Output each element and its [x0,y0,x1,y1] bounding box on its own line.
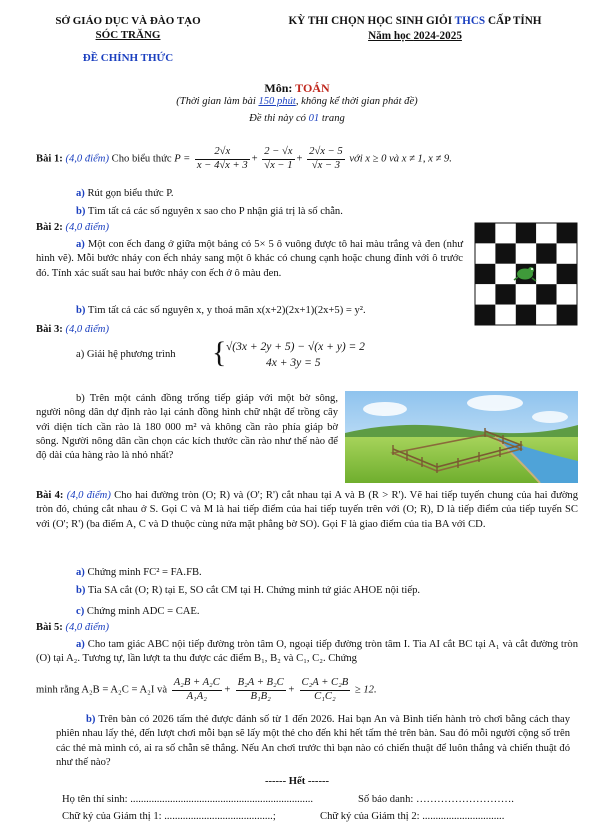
exam-title-block [250,14,580,43]
board-cell [475,223,495,243]
board-cell [516,223,536,243]
fraction-2-num: 2 − √x [262,146,294,160]
problem-1-label: Bài 1: [36,153,63,165]
problem-2b [76,304,576,318]
candidate-name-line: Họ tên thí sinh: ..................................................................... [62,794,314,805]
brace-icon: { [212,336,227,369]
problem-5-points: (4,0 điểm) [65,622,109,633]
department-line2: SÓC TRĂNG [95,29,161,42]
board-cell [557,243,577,263]
subject-label: Môn: [264,81,296,95]
pages-value: 01 [308,113,320,124]
fraction-3 [307,146,345,172]
inequality-intro: minh rằng A₂B = A₂C = A₂I và [36,684,168,696]
subject-line [0,80,594,96]
problem-5b-text: Trên bàn có 2026 tấm thẻ được đánh số từ 1 đến 2026. Hai bạn An và Bình tiến hành trò chơi bằng cách thay phiên nhau lấy thẻ, đến lượt chơi mỗi bạn sẽ lấy một thẻ cho đến khi hết tấm thẻ trên bàn. Sau đó mỗi người cộng số trên các thẻ mà mình có, ai ra số chẵn sẽ thắng. Nếu An chơi trước thì bạn nào có chiến thuật để luôn thắng và chiến thuật đó như thế nào? [56,714,570,768]
board-cell [475,284,495,304]
department-line1: SỞ GIÁO DỤC VÀ ĐÀO TẠO [55,15,201,27]
fraction-1-num: 2√x [195,146,250,160]
school-year [250,29,580,44]
official-label: ĐỀ CHÍNH THỨC [82,51,174,64]
cloud-1 [363,402,407,416]
candidate-number-line: Số báo danh: ………………………. [358,794,514,805]
problem-5b-label: b) [86,714,96,725]
exam-title [250,14,580,29]
problem-4-statement [36,489,578,532]
problem-3b-text: b) Trên một cánh đồng trống tiếp giáp với một bờ sông, người nông dân dự định rào lại cánh đồng hình chữ nhật để trồng cây với diện tích cần rào là 180 000 m² và không cần rào phía giáp bờ sông. Người nông dân cần chọn các kích thước cần rào như thế nào để độ dài của hàng rào là nhỏ nhất? [36,393,338,462]
problem-1-intro: Cho biểu thức [111,153,172,165]
problem-5a-inequality: minh rằng A₂B = A₂C = A₂I và $\frac{\text{A₂B + A₂C}}{\text{A₁A₂}}$ + $\frac{\text{B₂A + B₂C}}{\text{B₁B₂}}$ + $\frac{\text{C₂A + C₂B}}{\text{C₁C₂}}$ ≥ 12. [36,677,377,702]
problem-4c-label: c) [76,606,85,617]
problem-4a-label: a) [76,567,85,578]
problem-3-points: (4,0 điểm) [65,324,109,335]
exam-title-post: CẤP TỈNH [485,15,542,27]
board-cell [557,223,577,243]
end-marker: ------ Hết ------ [264,776,330,787]
board-cell [536,264,556,284]
board-cell [557,264,577,284]
proctor-2-signature: Chữ ký của Giám thị 2: ............................... [320,811,505,822]
time-post: , không kể thời gian phát đề) [295,96,418,107]
proctor-1-signature: Chữ ký của Giám thị 1: .........................................; [62,811,276,822]
board-cell [495,223,515,243]
problem-2-points: (4,0 điểm) [65,222,109,233]
ratio-3-den: C₁C₂ [314,690,336,702]
problem-4-points: (4,0 điểm) [66,490,111,501]
problem-4c [76,605,200,619]
year-value: 2024-2025 [413,29,462,42]
board-cell [536,223,556,243]
problem-3a-label: a) Giải hệ phương trình [76,349,176,360]
problem-2a-label: a) [76,239,85,250]
fraction-3-den: √x − 3 [311,159,341,171]
cloud-2 [467,395,523,411]
problem-2b-text: Tìm tất cả các số nguyên x, y thoả mãn x(x+2)(2x+1)(2x+5) = y². [87,305,366,316]
subject-name: TOÁN [295,81,330,95]
problem-3-heading [36,323,109,337]
board-cell [475,264,495,284]
board-cell [495,264,515,284]
problem-5a-label: a) [76,639,85,650]
problem-2a [36,238,463,281]
problem-1a [76,187,174,201]
ratio-1 [172,677,222,703]
problem-2-label: Bài 2: [36,222,63,233]
board-cell [495,284,515,304]
problem-5b [56,713,570,770]
department-block [28,14,228,65]
fraction-2 [262,146,294,172]
expr-condition: với x ≥ 0 và x ≠ 1, x ≠ 9. [349,153,452,165]
problem-4b-text: Tia SA cắt (O; R) tại E, SO cắt CM tại H. Chứng minh tứ giác AHOE nội tiếp. [87,585,421,596]
problem-4c-text: Chứng minh ADC = CAE. [86,606,200,617]
pages-note [0,112,594,126]
problem-1b-label: b) [76,206,86,217]
fraction-3-num: 2√x − 5 [307,146,345,160]
board-cell [516,284,536,304]
expr-lhs: P = [174,153,191,165]
exam-title-pre: KỲ THI CHỌN HỌC SINH GIỎI [288,15,455,27]
fraction-1-den: x − 4√x + 3 [196,159,248,171]
field-illustration [345,391,578,483]
problem-5-label: Bài 5: [36,622,63,633]
problem-5a-text: Cho tam giác ABC nội tiếp đường tròn tâm O, ngoại tiếp đường tròn tâm I. Tia AI cắt BC tại A₁ và cắt đường tròn (O) tại A₂. Tương tự, lần lượt ta thu được các điểm B₁, B₂ và C₁, C₂. Chứng [36,639,579,665]
equation-1: √(3x + 2y + 5) − √(x + y) = 2 [226,341,365,353]
problem-2b-label: b) [76,305,86,316]
year-label: Năm học [368,29,414,42]
problem-2a-text: Một con ếch đang ở giữa một bảng có 5× 5 ô vuông được tô hai màu trắng và đen (như hình vẽ). Mỗi bước nhảy con ếch nhảy sang một ô khác có chung cạnh hoặc chung đỉnh với ô trước đó. Tính xác suất sau hai bước nhảy con ếch ở ô màu đen. [36,239,463,279]
fraction-1 [195,146,250,172]
problem-4-text: Cho hai đường tròn (O; R) và (O'; R') cắt nhau tại A và B (R > R'). Vẽ hai tiếp tuyến chung của hai đường tròn đó, chúng cắt nhau ở S. Gọi C và M là hai tiếp điểm của hai tiếp tuyến trên với (O; R), D là tiếp điểm của tiếp tuyến SC với (O'; R') (ba điểm A, C và D thuộc cùng nửa mặt phẳng bờ SO). Gọi F là giao điểm của tia BA với CD. [36,490,579,530]
problem-2-heading [36,221,109,235]
problem-1-points: (4,0 điểm) [65,153,109,165]
ratio-2-den: B₁B₂ [250,690,271,702]
fraction-2-den: √x − 1 [264,159,293,171]
time-value: 150 phút [258,96,296,107]
ratio-2-num: B₂A + B₂C [236,677,286,691]
board-cell [495,243,515,263]
problem-1b [76,205,343,219]
board-cell [536,284,556,304]
problem-4b-label: b) [76,585,86,596]
ratio-2 [236,677,286,703]
problem-4b [76,584,420,598]
cloud-3 [532,411,568,423]
ratio-1-num: A₂B + A₂C [172,677,222,691]
exam-title-level: THCS [454,15,486,27]
time-pre: (Thời gian làm bài [176,96,259,107]
time-note [0,95,594,109]
problem-4a-text: Chứng minh FC² = FA.FB. [87,567,202,578]
board-cell [516,243,536,263]
ratio-3 [300,677,351,703]
problem-4a [76,566,202,580]
problem-4-label: Bài 4: [36,490,64,501]
problem-1-statement: Bài 1: (4,0 điểm) Cho biểu thức P = $\frac{2√x}{x - 4√x + 3}$ + $\frac{2 - √x}{√x - 1}$ + $\frac{2√x - 5}{√x - 3}$ với x ≥ 0 và x ≠ 1, x ≠ 9. [36,146,452,171]
problem-1b-text: Tìm tất cả các số nguyên x sao cho P nhận giá trị là số chẵn. [87,206,343,217]
ratio-1-den: A₁A₂ [186,690,207,702]
equation-system [212,336,365,371]
inequality-rhs: ≥ 12. [354,684,377,696]
pages-pre: Đề thi này có [249,113,309,124]
pages-post: trang [319,113,345,124]
problem-1a-label: a) [76,188,85,199]
problem-3-label: Bài 3: [36,324,63,335]
board-cell [557,284,577,304]
problem-1a-text: Rút gọn biểu thức P. [87,188,174,199]
board-cell [475,243,495,263]
board-cell [536,243,556,263]
ratio-3-num: C₂A + C₂B [300,677,351,691]
problem-5a [36,638,578,667]
equation-2: 4x + 3y = 5 [266,356,321,369]
problem-5-heading [36,621,109,635]
